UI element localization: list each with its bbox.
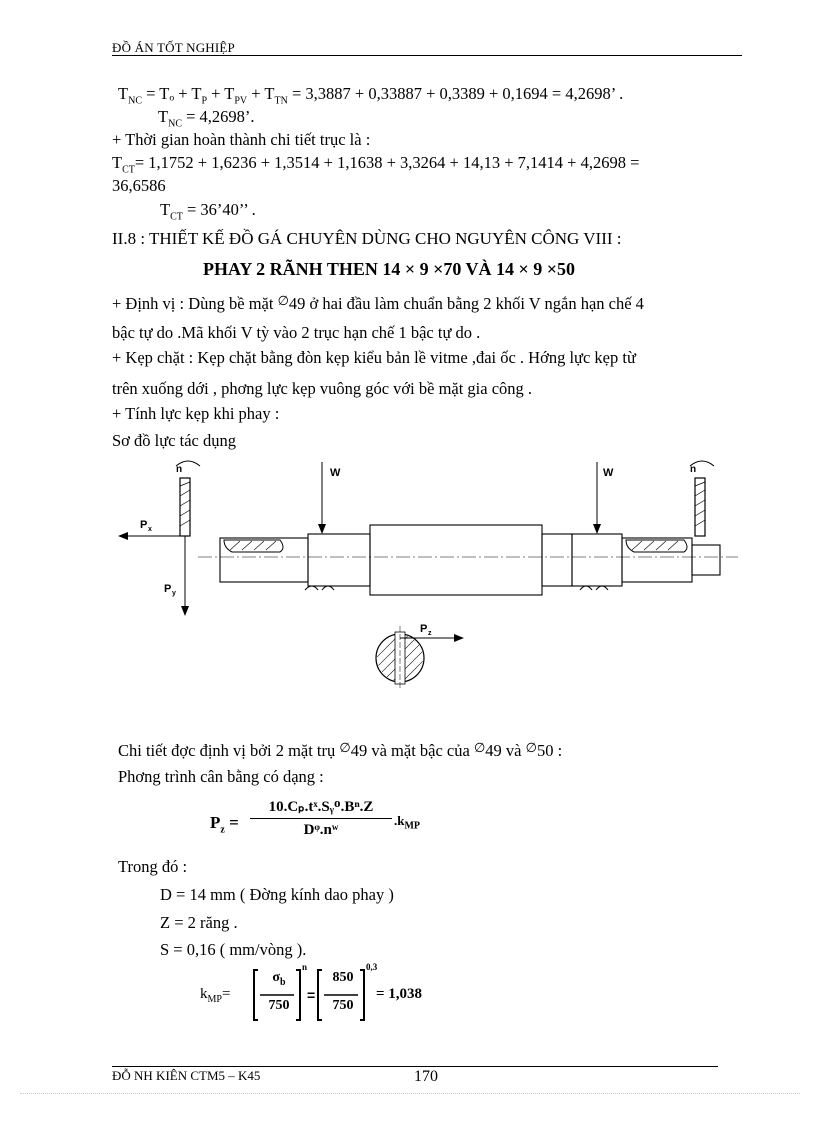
tct-symbol-2: T: [160, 200, 171, 219]
tnc-symbol: T: [118, 84, 129, 103]
footer-rule: [112, 1066, 718, 1067]
trong-do-line: Trong đó :: [118, 857, 188, 876]
den-750-a: 750: [268, 998, 290, 1013]
tct-result: = 36’40’’ .: [182, 200, 256, 219]
completion-label: + Thời gian hoàn thành chi tiết trục là :: [112, 130, 371, 149]
chi-tiet-line: [118, 738, 562, 761]
dinh-vi-a: + Định vị : Dùng bề mặt: [112, 294, 278, 313]
tnc-rhs: = Tₒ + T: [142, 84, 202, 103]
diameter-icon: ∅: [525, 740, 537, 755]
page-bottom-dotted-rule: [20, 1093, 800, 1094]
header-title: ĐỒ ÁN TỐT NGHIỆP: [112, 40, 235, 55]
chi-tiet-d: 50 :: [536, 741, 563, 760]
label-py-sub: y: [172, 590, 176, 597]
tnc-result: = 4,2698’.: [182, 107, 255, 126]
kep-line-2: trên xuống dới , phơng lực kẹp vuông góc với bề mặt gia công .: [112, 379, 533, 398]
tnc-sub: NC: [128, 95, 142, 107]
pz-formula: [210, 797, 430, 857]
chi-tiet-c: 49 và: [485, 741, 526, 760]
label-py: P: [164, 583, 172, 595]
diameter-icon: ∅: [339, 740, 351, 755]
label-n-right: n: [690, 464, 697, 475]
ttn-sub: TN: [274, 95, 288, 107]
section-heading: II.8 : THIẾT KẾ ĐỒ GÁ CHUYÊN DÙNG CHO NGUYÊN CÔNG VIII :: [112, 229, 622, 248]
label-pz: P: [420, 623, 428, 635]
dinh-vi-line-1: [112, 291, 644, 314]
tnc-plus2: + T: [207, 84, 235, 103]
pz-numerator: 10.Cₚ.tˣ.Sᵧᴼ.Bⁿ.Z: [250, 797, 392, 819]
section-title: PHAY 2 RÃNH THEN 14 × 9 ×70 VÀ 14 × 9 ×50: [203, 259, 576, 279]
tct-line: [112, 153, 639, 180]
diameter-icon: ∅: [473, 740, 486, 755]
footer-author: ĐỖ NH KIÊN CTM5 – K45: [112, 1068, 261, 1083]
chi-tiet-b: 49 và mặt bậc của: [350, 741, 474, 760]
d-line: D = 14 mm ( Đờng kính dao phay ): [160, 885, 394, 904]
left-cutter: [176, 461, 200, 536]
sigma-b: $\sigma_b$: [272, 970, 286, 988]
exp-03: 0,3: [366, 962, 378, 972]
pz-denominator: Dᵠ.nʷ: [303, 822, 339, 838]
pz-lhs: $P_z$ =: [210, 813, 239, 836]
pz-k: $.k_{MP}$: [394, 813, 421, 832]
tct-values: = 1,1752 + 1,6236 + 1,3514 + 1,1638 + 3,3264 + 14,13 + 7,1414 + 4,2698 =: [134, 153, 640, 172]
page-number: 170: [414, 1068, 438, 1085]
tnc-values: = 3,3887 + 0,33887 + 0,3389 + 0,1694 = 4,2698’ .: [287, 84, 624, 103]
kmp-lhs: $k_{MP}=$: [200, 986, 231, 1005]
kmp-result: = 1,038: [376, 986, 423, 1002]
s-line: S = 0,16 ( mm/vòng ).: [160, 940, 307, 959]
tct-sub: CT: [122, 164, 135, 176]
chi-tiet-a: Chi tiết đợc định vị bởi 2 mặt trụ: [118, 741, 340, 760]
tinh-luc-line: + Tính lực kẹp khi phay :: [112, 404, 280, 423]
label-px: P: [140, 519, 148, 531]
dinh-vi-b: 49 ở hai đầu làm chuẩn bằng 2 khối V ngắn hạn chế 4: [288, 294, 644, 313]
tct-result-line: [160, 200, 256, 227]
tnc-symbol-2: T: [158, 107, 169, 126]
tnc-plus3: + T: [247, 84, 275, 103]
tct-sub-2: CT: [170, 211, 183, 223]
diameter-icon: ∅: [277, 293, 289, 308]
phuong-trinh-line: Phơng trình cân bằng có dạng :: [118, 767, 324, 786]
force-diagram: [110, 452, 750, 702]
tct-total: 36,6586: [112, 176, 166, 195]
kmp-formula: [200, 962, 460, 1026]
z-line: Z = 2 răng .: [160, 913, 238, 932]
label-w-left: W: [330, 467, 341, 479]
label-px-sub: x: [148, 526, 152, 533]
num-850: 850: [332, 970, 354, 985]
tnc-sub-2: NC: [168, 118, 182, 130]
tpv-sub: PV: [234, 95, 248, 107]
right-cutter: [690, 461, 714, 536]
label-w-right: W: [603, 467, 614, 479]
exp-n: n: [302, 962, 308, 972]
label-pz-sub: z: [428, 630, 432, 637]
kep-line-1: + Kẹp chặt : Kẹp chặt bằng đòn kẹp kiểu bản lề vitme ,đai ốc . Hớng lực kẹp từ: [112, 348, 636, 367]
kmp-eq-mid: =: [307, 987, 316, 1003]
den-750-b: 750: [332, 998, 354, 1013]
header-rule: [112, 55, 742, 56]
tp-sub: P: [201, 95, 207, 107]
label-n-left: n: [176, 464, 183, 475]
so-do-line: Sơ đồ lực tác dụng: [112, 431, 236, 450]
tct-symbol: T: [112, 153, 123, 172]
shaft: [220, 525, 720, 595]
dinh-vi-line-2: bậc tự do .Mã khối V tỳ vào 2 trục hạn chế 1 bậc tự do .: [112, 323, 481, 342]
